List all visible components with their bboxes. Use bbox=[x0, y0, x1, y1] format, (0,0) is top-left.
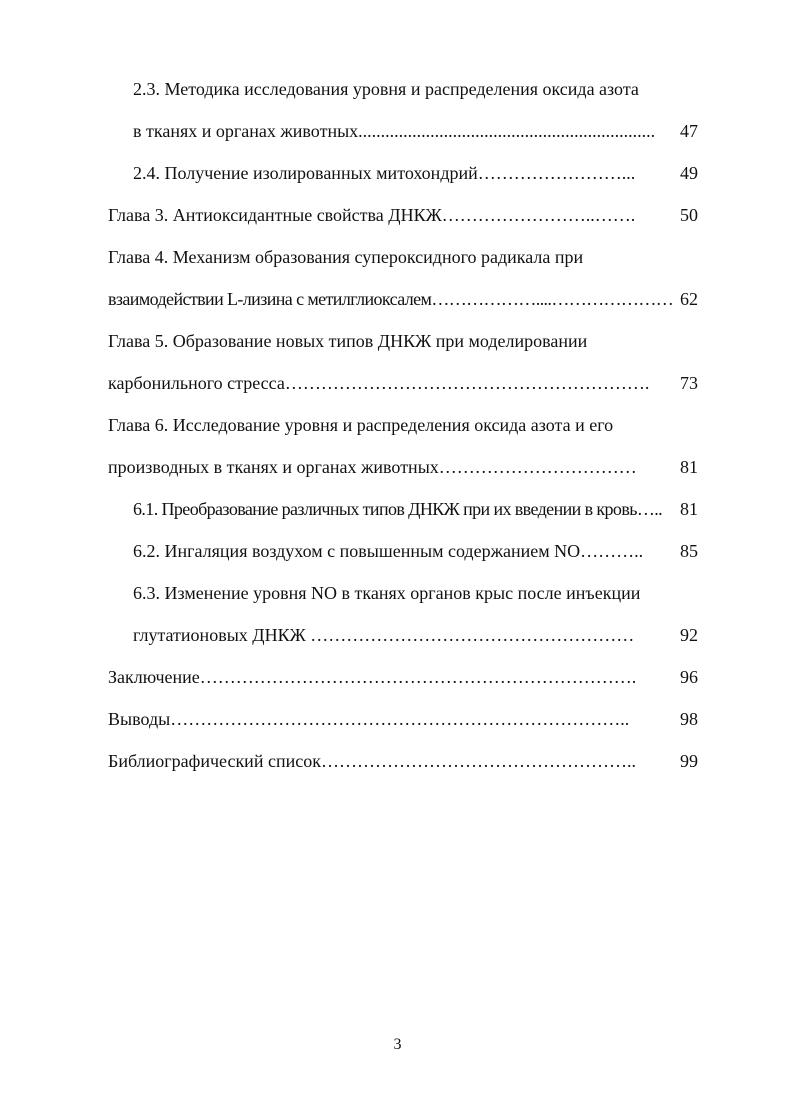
toc-entry-6-3-line1: 6.3. Изменение уровня NO в тканях органов крыс после инъекции bbox=[133, 583, 641, 603]
toc-page-81a: 81 bbox=[680, 457, 698, 477]
toc-entry-6-1: 6.1. Преобразование различных типов ДНКЖ при их введении в кровь….. bbox=[133, 499, 663, 519]
toc-page-92: 92 bbox=[680, 625, 698, 645]
page-number: 3 bbox=[393, 1036, 402, 1053]
toc-entry-chapter-5-line2: карбонильного стресса……………………………………………………. bbox=[108, 373, 650, 393]
toc-page-99: 99 bbox=[680, 751, 698, 771]
toc-page-47: 47 bbox=[680, 121, 698, 141]
toc-entry-2-3-line2: в тканях и органах животных.................................................................. bbox=[133, 121, 656, 141]
toc-page-62: 62 bbox=[680, 289, 698, 309]
toc-page-96: 96 bbox=[680, 667, 698, 687]
toc-entry-chapter-4-line1: Глава 4. Механизм образования супероксидного радикала при bbox=[108, 247, 584, 267]
toc-entry-6-2: 6.2. Ингаляция воздухом с повышенным содержанием NO……….. bbox=[133, 541, 644, 561]
toc-entry-findings: Выводы………………………………………………………………….. bbox=[108, 709, 630, 729]
toc-entry-2-4: 2.4. Получение изолированных митохондрий……………………... bbox=[133, 163, 636, 183]
toc-entry-chapter-4-line2: взаимодействии L-лизина с метилглиоксалем………………....………………… bbox=[108, 289, 674, 309]
toc-entry-chapter-6-line2: производных в тканях и органах животных…………………………… bbox=[108, 457, 637, 477]
toc-page-85: 85 bbox=[680, 541, 698, 561]
toc-page-98: 98 bbox=[680, 709, 698, 729]
toc-entry-chapter-5-line1: Глава 5. Образование новых типов ДНКЖ при моделировании bbox=[108, 331, 588, 351]
toc-page-49: 49 bbox=[680, 163, 698, 183]
toc-page-50: 50 bbox=[680, 205, 698, 225]
toc-page-81b: 81 bbox=[680, 499, 698, 519]
toc-entry-conclusion: Заключение………………………………………………………………. bbox=[108, 667, 637, 687]
toc-entry-6-3-line2: глутатионовых ДНКЖ ……………………………………………… bbox=[133, 625, 635, 645]
toc-entry-chapter-6-line1: Глава 6. Исследование уровня и распределения оксида азота и его bbox=[108, 415, 614, 435]
toc-page-73: 73 bbox=[680, 373, 698, 393]
toc-entry-2-3-line1: 2.3. Методика исследования уровня и распределения оксида азота bbox=[133, 79, 639, 99]
toc-entry-chapter-3: Глава 3. Антиоксидантные свойства ДНКЖ……………………..……. bbox=[108, 205, 636, 225]
toc-entry-bibliography: Библиографический список…………………………………………….. bbox=[108, 751, 636, 771]
